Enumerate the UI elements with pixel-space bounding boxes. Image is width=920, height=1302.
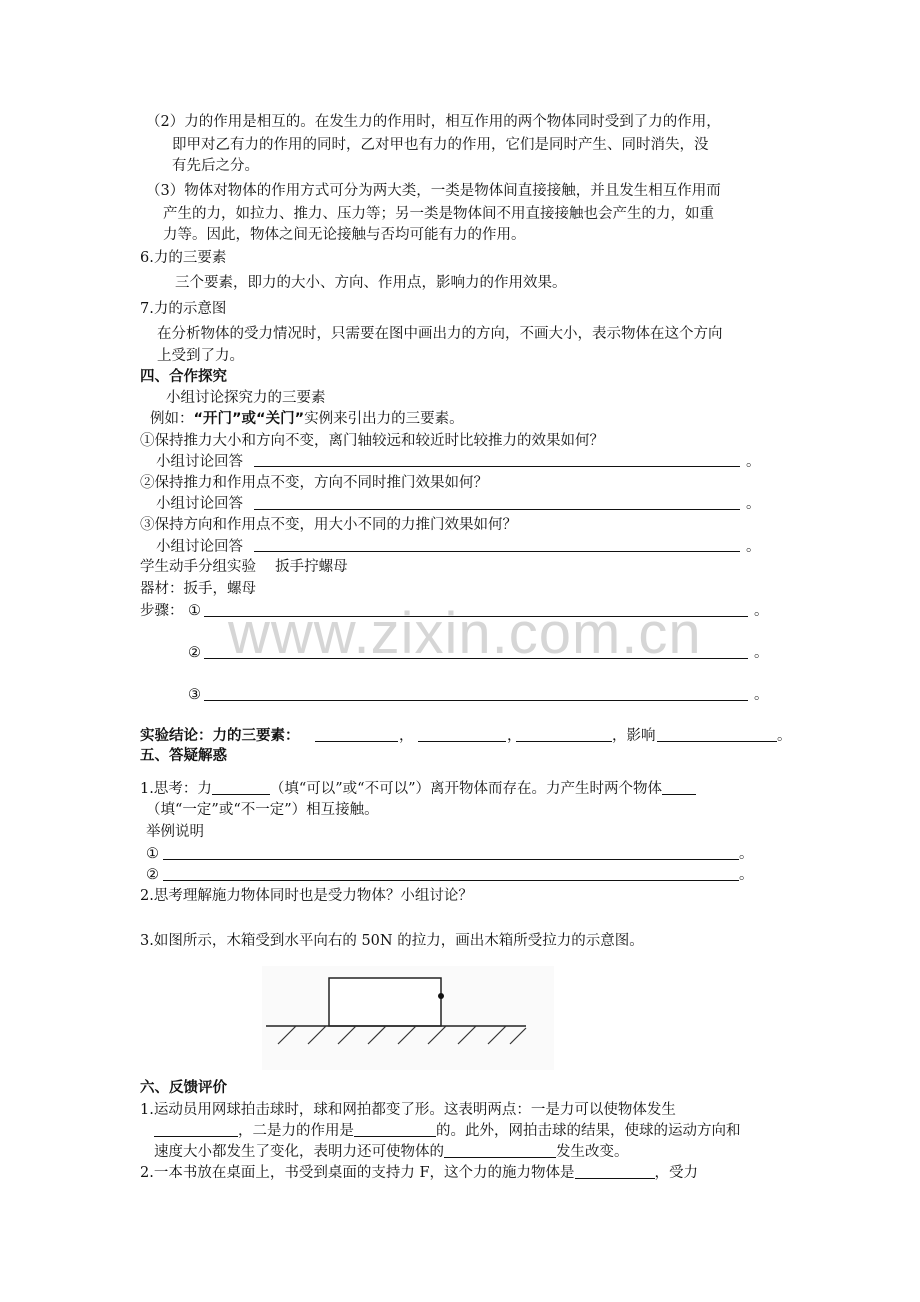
conclusion-blank-4[interactable] [657, 741, 777, 742]
answer-blank-1[interactable] [254, 466, 740, 467]
s6-q1-line3 [154, 1142, 629, 1162]
example-suffix: 实例来引出力的三要素。 [304, 411, 464, 427]
s6-q1-blank-2[interactable] [354, 1122, 436, 1137]
step-3-marker: ③ [188, 687, 201, 703]
example-prefix: 例如： [150, 411, 194, 427]
s6-q2-blank-1[interactable] [575, 1164, 655, 1179]
item2-line2: 即甲对乙有力的作用的同时，乙对甲也有力的作用，它们是同时产生、同时消失，没 [172, 137, 709, 153]
para-7-line1: 在分析物体的受力情况时，只需要在图中画出力的方向，不画大小，表示物体在这个方向 [157, 326, 723, 342]
conclusion-blank-3[interactable] [516, 741, 612, 742]
period: 。 [746, 454, 761, 470]
s6-q2-part-b: ，受力 [654, 1165, 699, 1181]
step-2-blank[interactable] [204, 658, 748, 659]
conclusion-blank-1[interactable] [315, 741, 398, 742]
s5-q1-line1 [140, 779, 696, 799]
section6-title: 六、反馈评价 [140, 1080, 227, 1096]
watermark: www.zixin.com.cn [228, 601, 702, 666]
s6-q1-line2-b: 的。此外，网拍击球的结果，使球的运动方向和 [436, 1123, 741, 1139]
s6-q1-line2 [154, 1121, 741, 1141]
section5-title: 五、答疑解惑 [140, 748, 227, 764]
period: 。 [746, 539, 761, 555]
para-7-line2: 上受到了力。 [157, 348, 244, 364]
conclusion-sep: ， [507, 728, 522, 744]
s5-q1-line2: （填“一定”或“不一定”）相互接触。 [146, 802, 379, 818]
s6-q1-blank-3[interactable] [444, 1143, 556, 1158]
wooden-box [329, 978, 441, 1026]
step-1-marker: ① [188, 603, 201, 619]
question-3: ③保持方向和作用点不变，用大小不同的力推门效果如何？ [140, 517, 517, 533]
item3-line1: （3）物体对物体的作用方式可分为两大类，一类是物体间直接接触，并且发生相互作用而 [146, 183, 721, 199]
s5-q2: 2.思考理解施力物体同时也是受力物体？小组讨论？ [140, 888, 473, 904]
item2-line3: 有先后之分。 [172, 158, 259, 174]
conclusion-sep: ， [399, 728, 414, 744]
period: 。 [754, 645, 769, 661]
s6-q1-line1: 1.运动员用网球拍击球时，球和网拍都变了形。这表明两点：一是力可以使物体发生 [140, 1102, 676, 1118]
s5-q1-part-a: 1.思考：力 [140, 781, 212, 797]
answer-blank-2[interactable] [254, 509, 740, 510]
heading-6: 6.力的三要素 [140, 250, 227, 266]
experiment-title: 学生动手分组实验 扳手拧螺母 [140, 559, 348, 575]
answer-label-1: 小组讨论回答 [156, 454, 243, 470]
period: 。 [746, 496, 761, 512]
answer-blank-3[interactable] [254, 551, 740, 552]
s6-q1-line2-a: ，二是力的作用是 [238, 1123, 354, 1139]
s5-q1-blank-1[interactable] [212, 780, 270, 795]
conclusion-label: 实验结论：力的三要素： [140, 728, 300, 744]
ex-2-marker: ② [146, 867, 159, 883]
s6-q2-line1 [140, 1163, 698, 1183]
para-6: 三个要素，即力的大小、方向、作用点，影响力的作用效果。 [175, 275, 567, 291]
ex-1-blank[interactable] [163, 859, 739, 860]
conclusion-blank-2[interactable] [418, 741, 506, 742]
answer-label-2: 小组讨论回答 [156, 496, 243, 512]
s6-q1-blank-1[interactable] [154, 1122, 238, 1137]
section4-title: 四、合作探究 [140, 369, 227, 385]
heading-7: 7.力的示意图 [140, 301, 227, 317]
question-1: ①保持推力大小和方向不变，离门轴较远和较近时比较推力的效果如何？ [140, 433, 604, 449]
box-on-ground-figure [262, 966, 554, 1070]
conclusion-sep-influence: ，影响 [612, 728, 656, 744]
period: 。 [739, 867, 754, 883]
example-line [150, 409, 464, 429]
question-2: ②保持推力和作用点不变，方向不同时推门效果如何？ [140, 475, 488, 491]
example-bold: “开门”或“关门” [193, 411, 305, 427]
step-1-blank[interactable] [204, 616, 748, 617]
s6-q2-part-a: 2.一本书放在桌面上，书受到桌面的支持力 F，这个力的施力物体是 [140, 1165, 575, 1181]
period: 。 [754, 687, 769, 703]
s5-q1-part-b: （填“可以”或“不可以”）离开物体而存在。力产生时两个物体 [269, 781, 662, 797]
conclusion-end: 。 [777, 728, 792, 744]
step-3-blank[interactable] [204, 700, 748, 701]
item2-line1: （2）力的作用是相互的。在发生力的作用时，相互作用的两个物体同时受到了力的作用， [146, 114, 721, 130]
s6-q1-line3-b: 发生改变。 [556, 1144, 629, 1160]
step-2-marker: ② [188, 645, 201, 661]
answer-label-3: 小组讨论回答 [156, 539, 243, 555]
period: 。 [739, 846, 754, 862]
item3-line3: 力等。因此，物体之间无论接触与否均可能有力的作用。 [163, 227, 526, 243]
ex-2-blank[interactable] [163, 880, 739, 881]
s5-q3: 3.如图所示，木箱受到水平向右的 50N 的拉力，画出木箱所受拉力的示意图。 [140, 933, 644, 949]
s5-q1-blank-2[interactable] [662, 780, 696, 795]
example-label: 举例说明 [146, 824, 204, 840]
equipment: 器材：扳手，螺母 [140, 581, 256, 597]
s6-q1-line3-a: 速度大小都发生了变化，表明力还可使物体的 [154, 1144, 444, 1160]
section4-sub: 小组讨论探究力的三要素 [166, 390, 326, 406]
item3-line2: 产生的力，如拉力、推力、压力等；另一类是物体间不用直接接触也会产生的力，如重 [163, 206, 714, 222]
ex-1-marker: ① [146, 846, 159, 862]
steps-label: 步骤： [140, 603, 184, 619]
period: 。 [754, 603, 769, 619]
force-application-point [438, 993, 444, 999]
